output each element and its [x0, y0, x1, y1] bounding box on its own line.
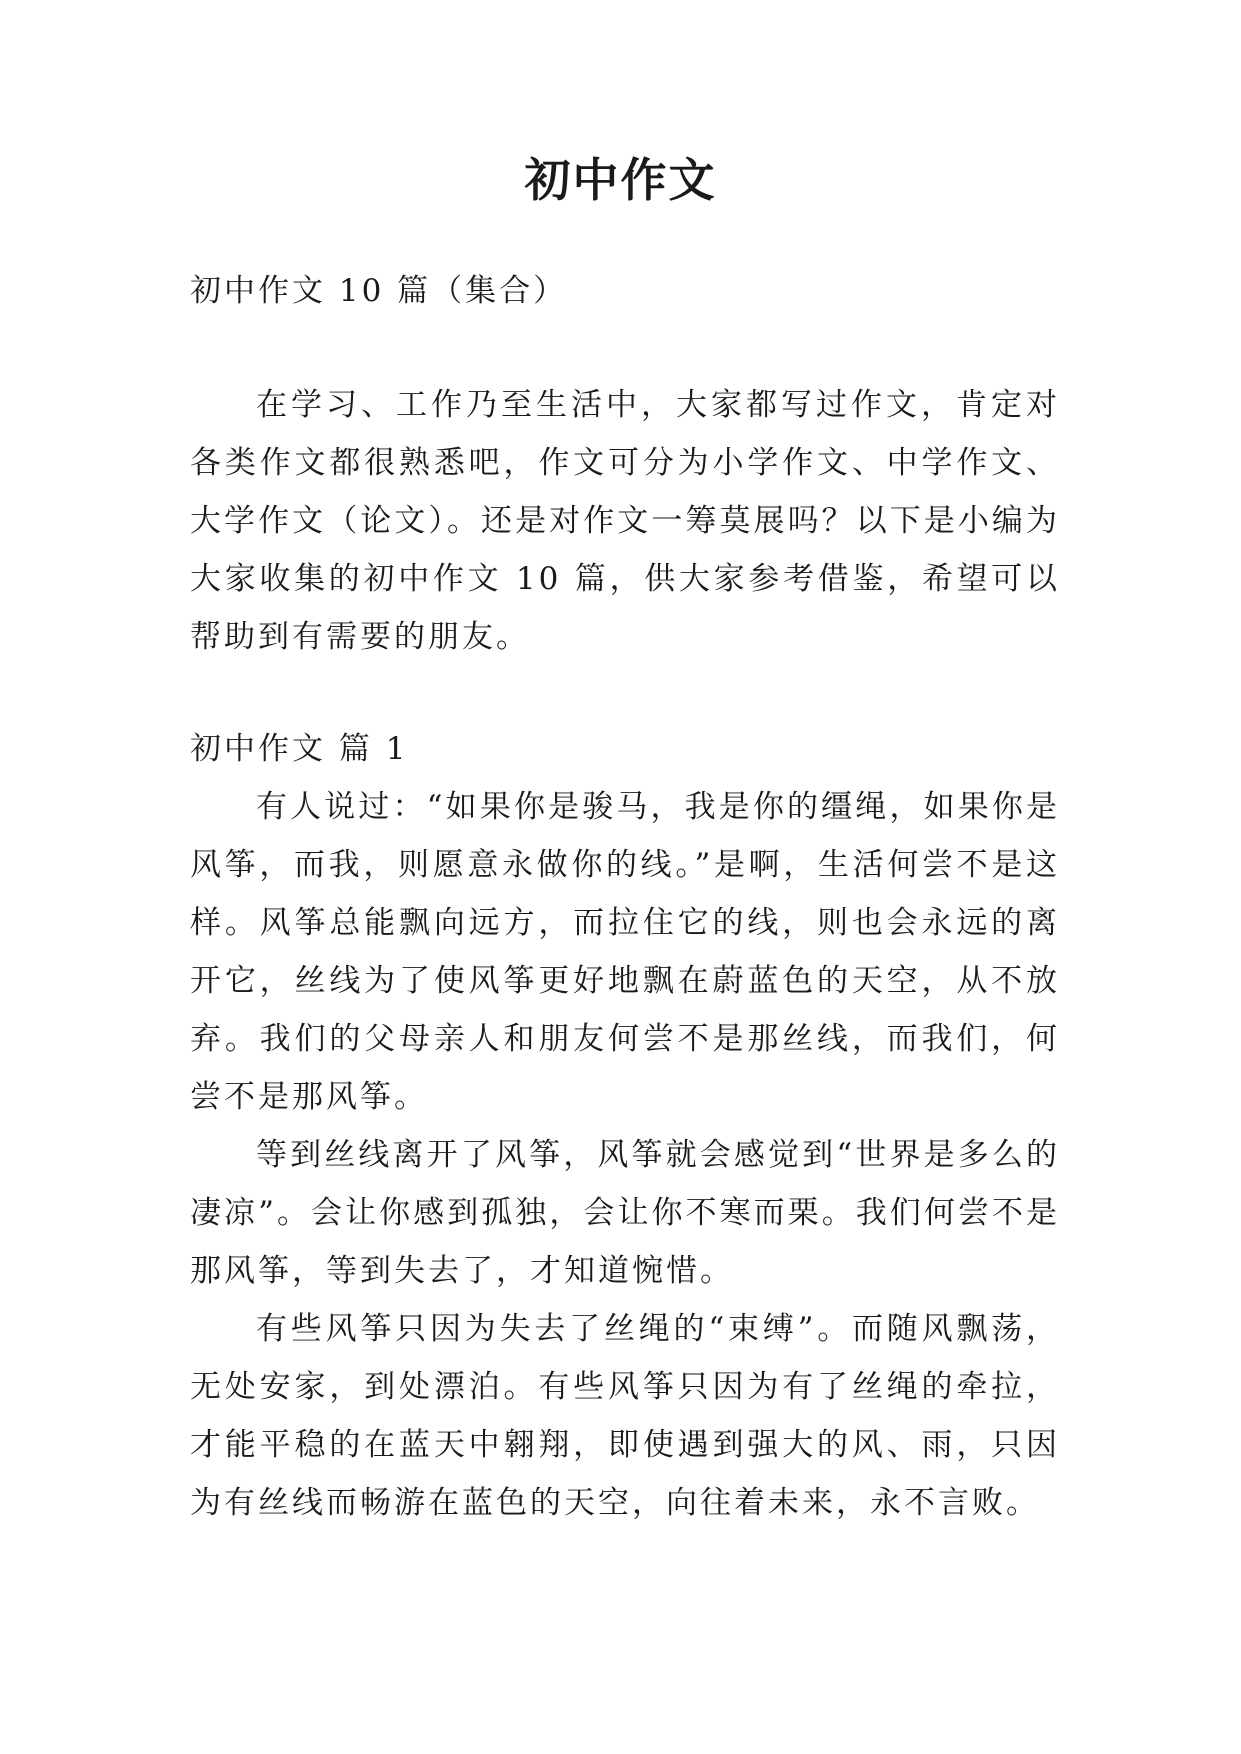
spacer	[190, 666, 1060, 720]
spacer	[190, 320, 1060, 376]
body-paragraph-1: 有人说过：“如果你是骏马，我是你的缰绳，如果你是风筝，而我，则愿意永做你的线。”是啊，生活何尝不是这样。风筝总能飘向远方，而拉住它的线，则也会永远的离开它，丝线为了使风筝更好地飘在蔚蓝色的天空，从不放弃。我们的父母亲人和朋友何尝不是那丝线，而我们，何尝不是那风筝。	[190, 789, 1060, 1115]
document-subtitle: 初中作文 10 篇（集合）	[190, 273, 568, 309]
document-body	[190, 262, 1060, 1532]
document-title: 初中作文	[524, 153, 717, 207]
body-paragraph-3: 有些风筝只因为失去了丝绳的“束缚”。而随风飘荡，无处安家，到处漂泊。有些风筝只因为有了丝绳的牵拉，才能平稳的在蓝天中翱翔，即使遇到强大的风、雨，只因为有丝线而畅游在蓝色的天空，向往着未来，永不言败。	[190, 1311, 1060, 1521]
section-heading: 初中作文 篇 1	[190, 731, 409, 767]
body-paragraph-2: 等到丝线离开了风筝，风筝就会感觉到“世界是多么的凄凉”。会让你感到孤独，会让你不寒而栗。我们何尝不是那风筝，等到失去了，才知道惋惜。	[190, 1137, 1060, 1289]
intro-paragraph: 在学习、工作乃至生活中，大家都写过作文，肯定对各类作文都很熟悉吧，作文可分为小学作文、中学作文、大学作文（论文）。还是对作文一筹莫展吗？以下是小编为大家收集的初中作文 10 篇，供大家参考借鉴，希望可以帮助到有需要的朋友。	[190, 387, 1060, 655]
